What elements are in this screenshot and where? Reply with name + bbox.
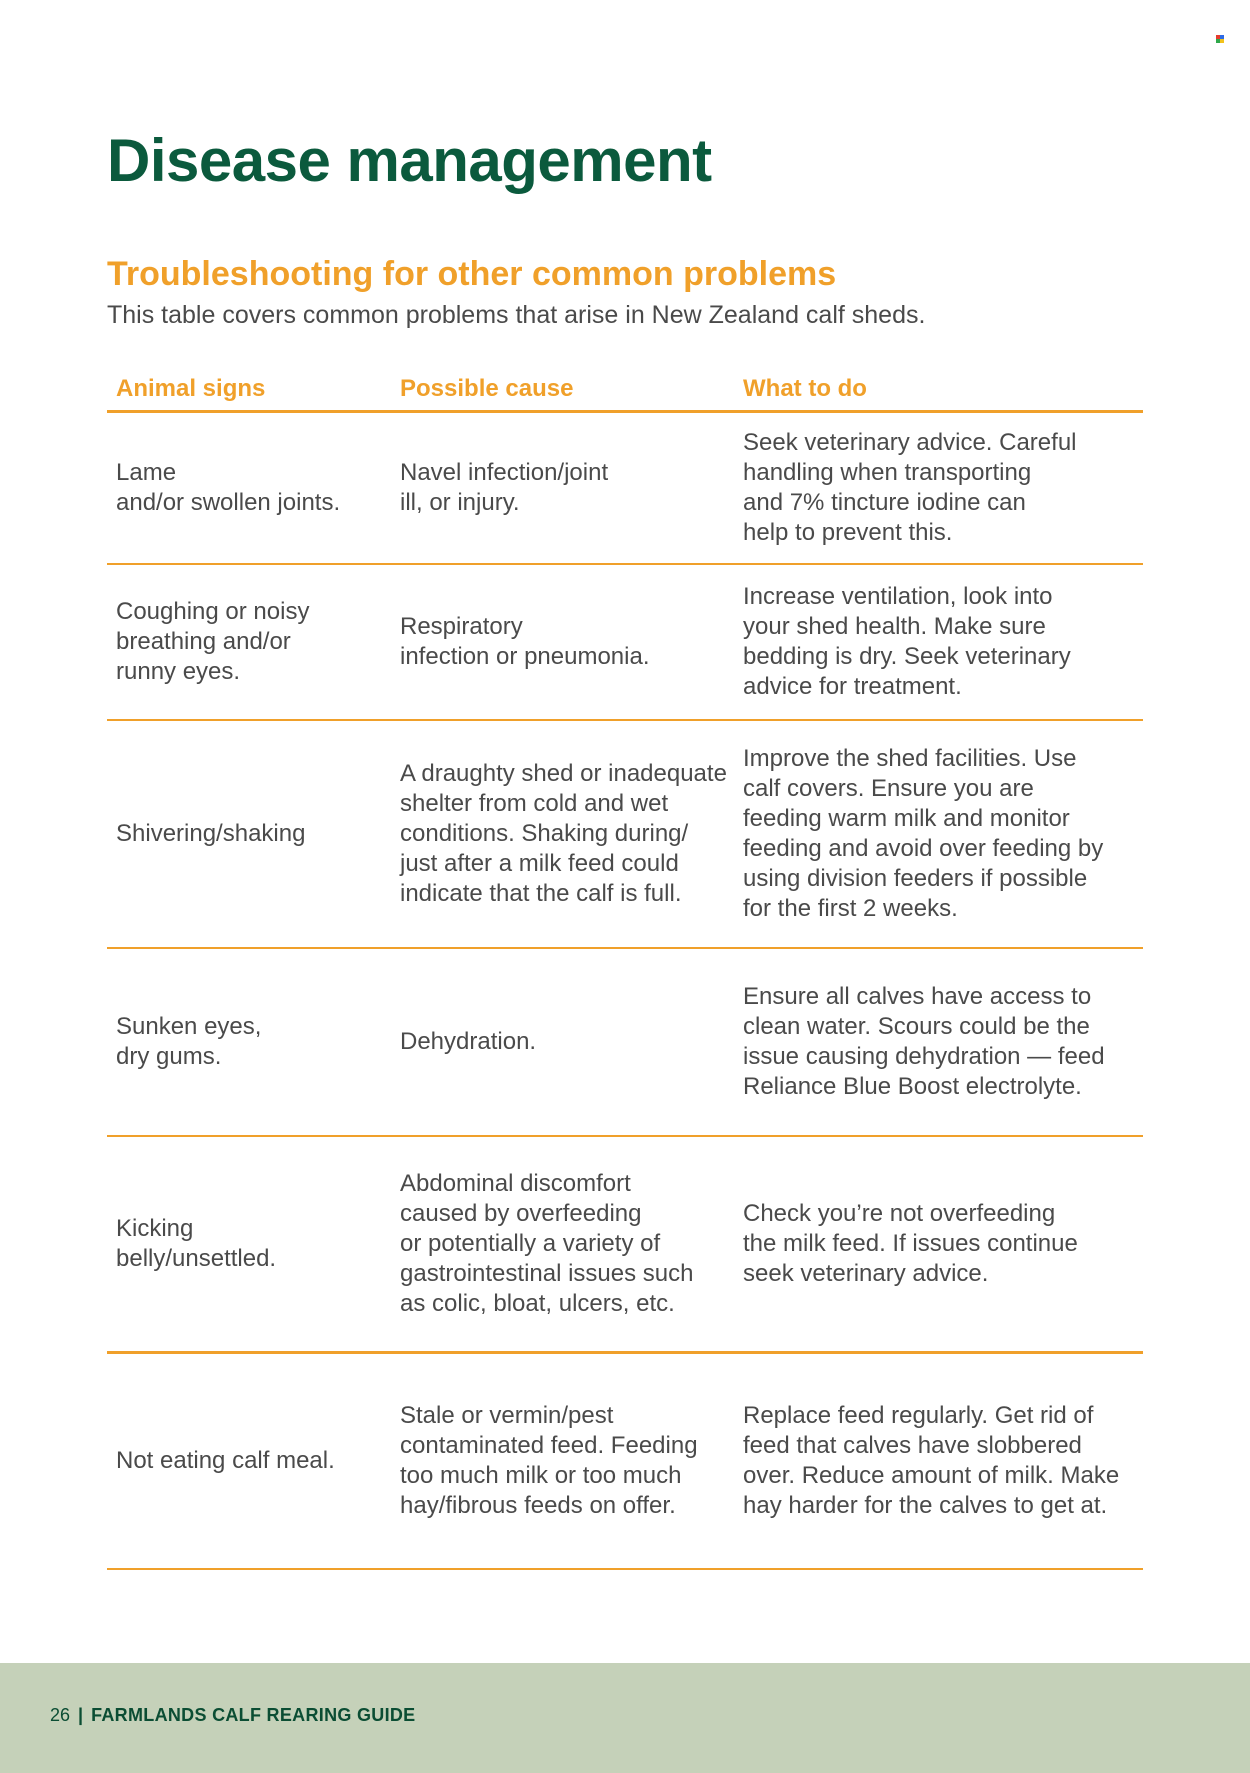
footer-separator: | <box>78 1705 84 1725</box>
table-row <box>107 1354 1143 1570</box>
cell-animal-signs: Kicking belly/unsettled. <box>116 1215 277 1272</box>
printer-registration-mark <box>1216 35 1224 43</box>
cell-possible-cause: Respiratory infection or pneumonia. <box>400 613 650 670</box>
cell-what-to-do: Improve the shed facilities. Use calf covers. Ensure you are feeding warm milk and monitor feeding and avoid over feeding by using division feeders if possible for the first 2 weeks. <box>743 745 1104 922</box>
table-header-row <box>107 370 1143 413</box>
cell-what-to-do: Seek veterinary advice. Careful handling when transporting and 7% tincture iodine can help to prevent this. <box>743 429 1077 546</box>
cell-animal-signs: Coughing or noisy breathing and/or runny eyes. <box>116 598 310 685</box>
column-header-animal-signs: Animal signs <box>116 375 266 402</box>
cell-animal-signs: Sunken eyes, dry gums. <box>116 1013 262 1070</box>
page-title: Disease management <box>107 127 712 194</box>
column-header-possible-cause: Possible cause <box>400 375 574 402</box>
cell-what-to-do: Check you’re not overfeeding the milk feed. If issues continue seek veterinary advice. <box>743 1200 1078 1287</box>
section-subtitle: Troubleshooting for other common problems <box>107 255 837 293</box>
cell-what-to-do: Ensure all calves have access to clean water. Scours could be the issue causing dehydration — feed Reliance Blue Boost electrolyte. <box>743 983 1105 1100</box>
footer-label <box>50 1705 415 1726</box>
table-row <box>107 721 1143 949</box>
table-row <box>107 565 1143 721</box>
cell-animal-signs: Shivering/shaking <box>116 820 306 847</box>
table-row <box>107 413 1143 565</box>
cell-possible-cause: A draughty shed or inadequate shelter from cold and wet conditions. Shaking during/ just after a milk feed could indicate that the calf is full. <box>400 760 727 907</box>
cell-possible-cause: Abdominal discomfort caused by overfeeding or potentially a variety of gastrointestinal issues such as colic, bloat, ulcers, etc. <box>400 1170 694 1317</box>
intro-text: This table covers common problems that arise in New Zealand calf sheds. <box>107 301 926 329</box>
table-row <box>107 1137 1143 1354</box>
cell-possible-cause: Navel infection/joint ill, or injury. <box>400 459 609 516</box>
cell-possible-cause: Dehydration. <box>400 1028 537 1055</box>
cell-what-to-do: Increase ventilation, look into your shed health. Make sure bedding is dry. Seek veterinary advice for treatment. <box>743 583 1071 700</box>
page-footer <box>0 1663 1250 1773</box>
cell-animal-signs: Lame and/or swollen joints. <box>116 459 341 516</box>
cell-what-to-do: Replace feed regularly. Get rid of feed that calves have slobbered over. Reduce amount of milk. Make hay harder for the calves to get at. <box>743 1402 1120 1519</box>
page-number: 26 <box>50 1705 71 1725</box>
troubleshooting-table <box>107 370 1143 1570</box>
table-row <box>107 949 1143 1137</box>
cell-animal-signs: Not eating calf meal. <box>116 1447 335 1474</box>
column-header-what-to-do: What to do <box>743 375 867 402</box>
cell-possible-cause: Stale or vermin/pest contaminated feed. Feeding too much milk or too much hay/fibrous feeds on offer. <box>400 1402 698 1519</box>
guide-title: FARMLANDS CALF REARING GUIDE <box>91 1705 416 1725</box>
